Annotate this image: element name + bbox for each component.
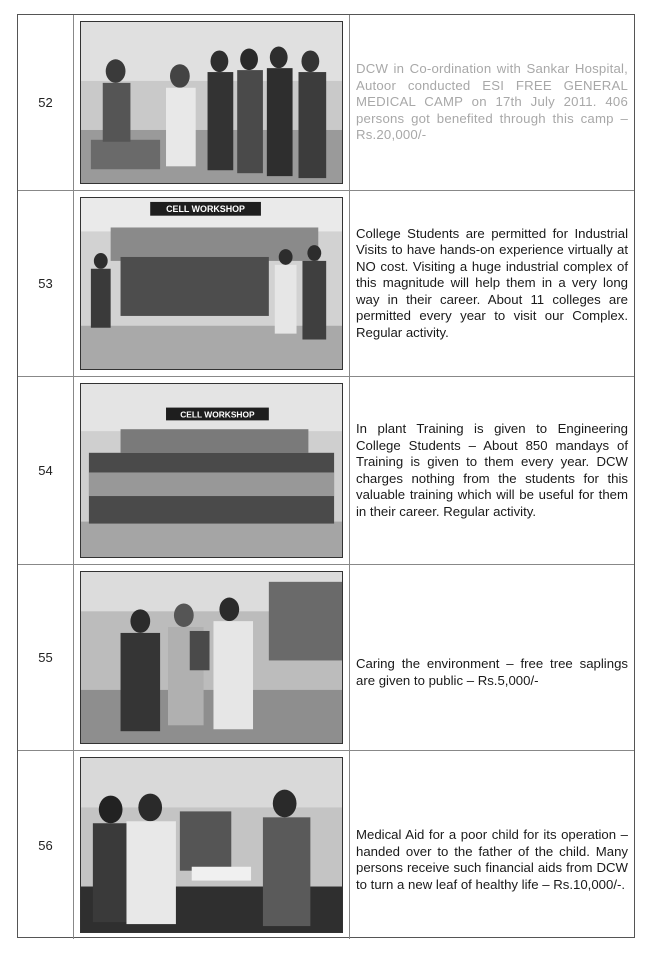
- serial-number: 52: [38, 95, 53, 110]
- serial-number: 55: [38, 650, 53, 665]
- workshop-sign: CELL WORKSHOP: [180, 409, 255, 420]
- photo-cell: [74, 377, 350, 564]
- medical-aid-photo: [80, 757, 343, 933]
- activity-description: College Students are permitted for Industrial Visits to have hands-on experience virtually at NO cost. Visiting a huge industrial complex of this magnitude will help them in a very long way in their career. About 11 colleges are permitted every year to visit our Complex. Regular activity.: [356, 225, 628, 340]
- description-cell: [350, 751, 634, 939]
- activity-description: Caring the environment – free tree saplings are given to public – Rs.5,000/-: [356, 656, 628, 688]
- activity-description: DCW in Co-ordination with Sankar Hospital, Autoor conducted ESI FREE GENERAL MEDICAL CAMP on 17th July 2011. 406 persons got benefited through this camp – Rs.20,000/-: [356, 61, 628, 143]
- description-cell: [350, 15, 634, 190]
- medical-camp-photo: [80, 21, 343, 184]
- photo-cell: [74, 15, 350, 190]
- activity-description: Medical Aid for a poor child for its operation – handed over to the father of the child. Many persons receive such financial aids from DCW to turn a new leaf of healthy life – Rs.10,000/-.: [356, 827, 628, 892]
- photo-cell: [74, 751, 350, 939]
- serial-number-cell: [18, 191, 74, 376]
- photo-cell: [74, 565, 350, 750]
- serial-number-cell: [18, 565, 74, 750]
- inplant-training-photo: [80, 383, 343, 558]
- serial-number: 56: [38, 837, 53, 853]
- description-cell: [350, 191, 634, 376]
- serial-number-cell: [18, 15, 74, 190]
- table-row: [18, 191, 634, 377]
- industrial-visit-photo: [80, 197, 343, 370]
- serial-number: 53: [38, 276, 53, 291]
- table-row: [18, 15, 634, 191]
- serial-number-cell: [18, 377, 74, 564]
- tree-saplings-photo: [80, 571, 343, 744]
- table-row: [18, 377, 634, 565]
- table-row: [18, 751, 634, 939]
- workshop-sign: CELL WORKSHOP: [166, 204, 245, 215]
- serial-number-cell: [18, 751, 74, 939]
- description-cell: [350, 377, 634, 564]
- table-row: [18, 565, 634, 751]
- serial-number: 54: [38, 463, 53, 478]
- activity-description: In plant Training is given to Engineering College Students – About 850 mandays of Training is given to them every year. DCW charges nothing from the students for this valuable training which will be useful for them in their career. Regular activity.: [356, 421, 628, 519]
- description-cell: [350, 565, 634, 750]
- activities-table: [17, 14, 635, 938]
- photo-cell: [74, 191, 350, 376]
